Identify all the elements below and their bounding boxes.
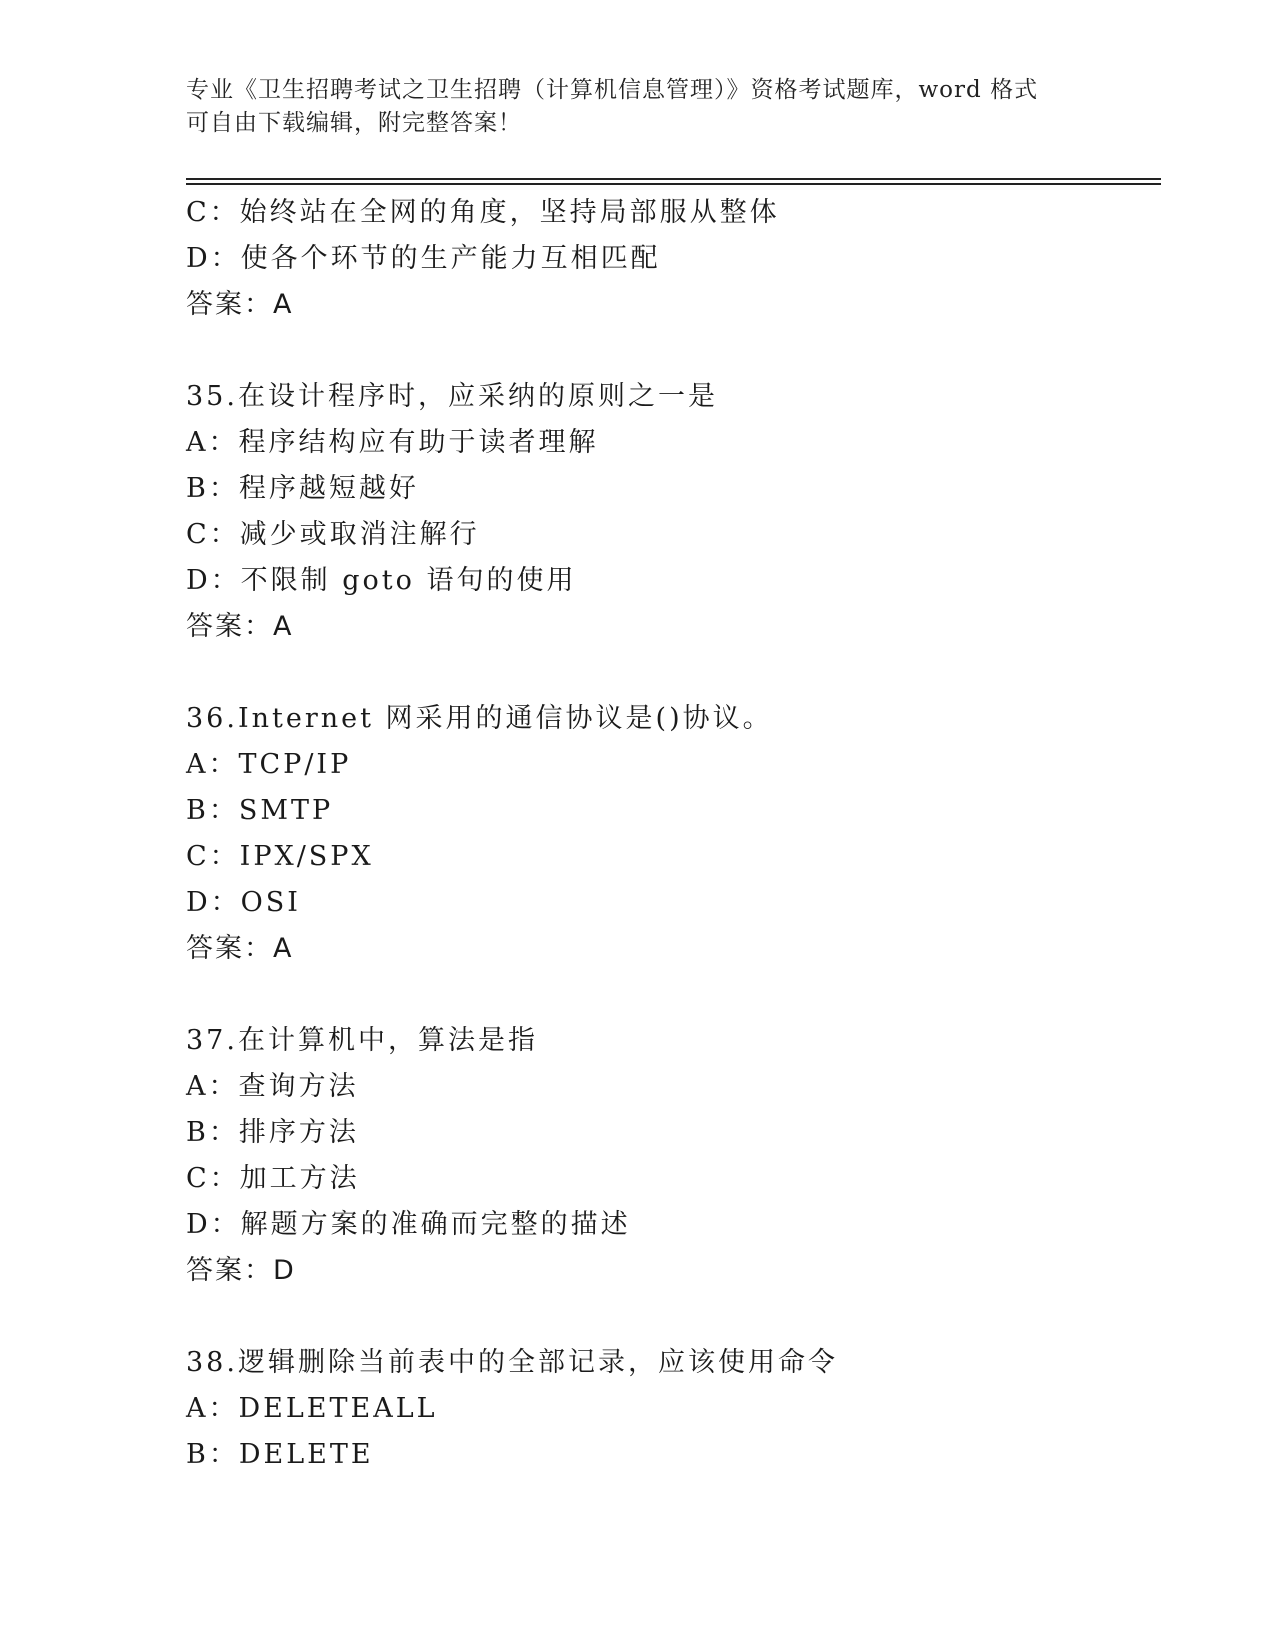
question-34-continuation — [186, 190, 1166, 328]
spacer — [186, 650, 1166, 696]
option-b: B：程序越短越好 — [186, 473, 419, 504]
option-c: C：IPX/SPX — [186, 841, 374, 872]
document-header — [186, 74, 1086, 140]
option-b: B：排序方法 — [186, 1117, 359, 1148]
question-stem: 35.在设计程序时，应采纳的原则之一是 — [186, 381, 718, 412]
question-list — [186, 190, 1166, 1478]
question-36 — [186, 696, 1166, 972]
option-c: C：加工方法 — [186, 1163, 360, 1194]
question-37 — [186, 1018, 1166, 1294]
option-d: D：不限制 goto 语句的使用 — [186, 565, 577, 596]
option-a: A：DELETEALL — [186, 1393, 438, 1424]
answer-line: 答案：A — [186, 933, 294, 964]
header-line-2: 可自由下载编辑，附完整答案！ — [186, 110, 522, 136]
answer-line: 答案：A — [186, 611, 294, 642]
option-d: D：使各个环节的生产能力互相匹配 — [186, 243, 661, 274]
option-c: C：始终站在全网的角度，坚持局部服从整体 — [186, 197, 780, 228]
answer-line: 答案：A — [186, 289, 294, 320]
header-divider-bottom — [186, 183, 1161, 185]
header-line-1: 专业《卫生招聘考试之卫生招聘（计算机信息管理）》资格考试题库，word 格式 — [186, 77, 1039, 103]
spacer — [186, 1294, 1166, 1340]
question-stem: 37.在计算机中，算法是指 — [186, 1025, 538, 1056]
question-38 — [186, 1340, 1166, 1478]
option-a: A：TCP/IP — [186, 749, 352, 780]
question-35 — [186, 374, 1166, 650]
option-b: B：DELETE — [186, 1439, 374, 1470]
spacer — [186, 972, 1166, 1018]
option-d: D：OSI — [186, 887, 301, 918]
question-stem: 36.Internet 网采用的通信协议是()协议。 — [186, 703, 773, 734]
option-a: A：程序结构应有助于读者理解 — [186, 427, 599, 458]
answer-line: 答案：D — [186, 1255, 296, 1286]
header-divider-top — [186, 178, 1161, 180]
option-b: B：SMTP — [186, 795, 334, 826]
spacer — [186, 328, 1166, 374]
option-a: A：查询方法 — [186, 1071, 359, 1102]
option-c: C：减少或取消注解行 — [186, 519, 480, 550]
option-d: D：解题方案的准确而完整的描述 — [186, 1209, 631, 1240]
question-stem: 38.逻辑删除当前表中的全部记录，应该使用命令 — [186, 1347, 838, 1378]
